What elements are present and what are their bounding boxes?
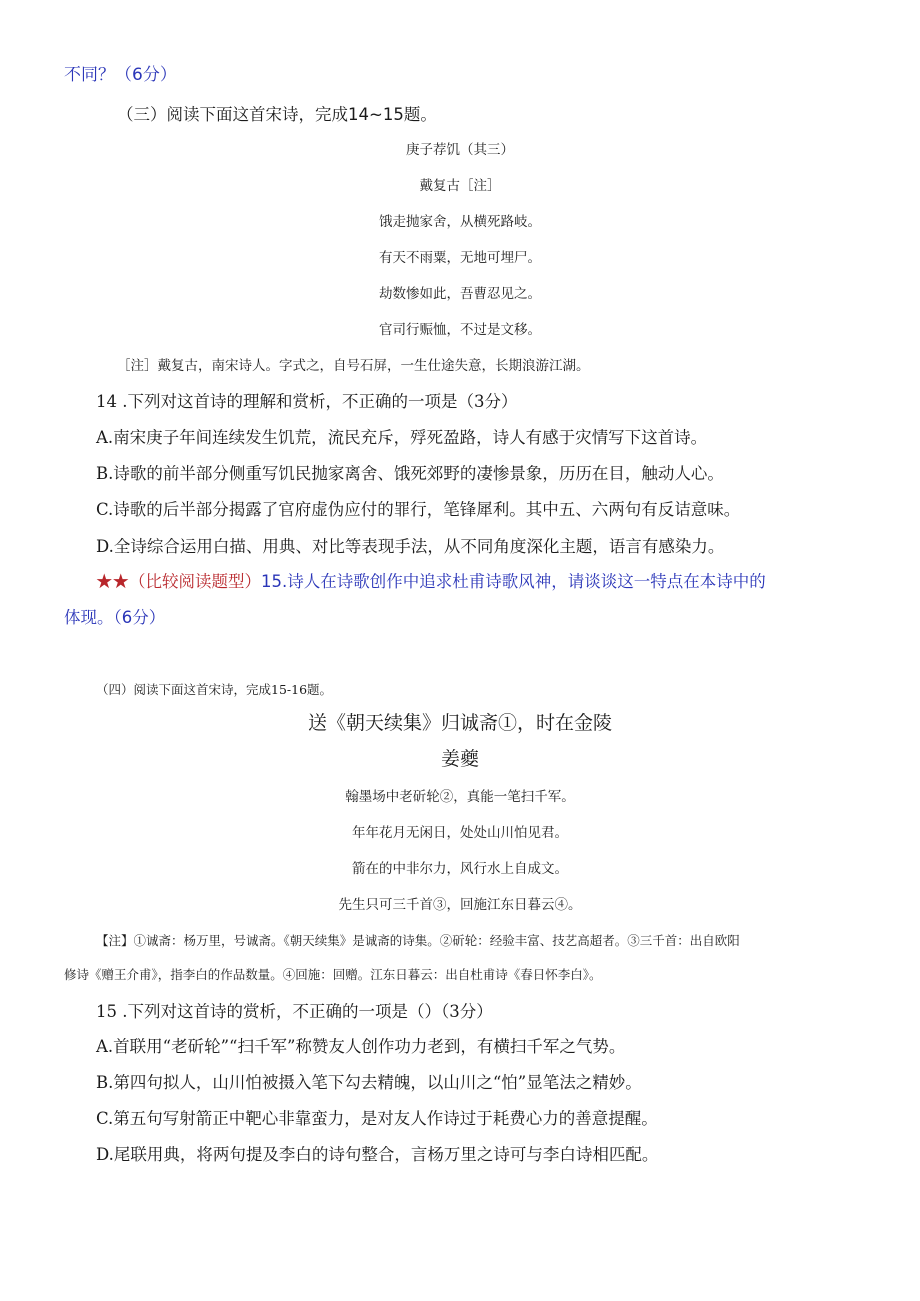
poem2-title: 送《朝天续集》归诚斋①，时在金陵 [307,712,612,734]
section-3-heading: （三）阅读下面这首宋诗，完成14~15题。 [117,105,437,124]
question-15b-option-c: C.第五句写射箭正中靶心非靠蛮力，是对友人作诗过于耗费心力的善意提醒。 [96,1109,658,1128]
poem1-line: 官司行赈恤，不过是文移。 [379,322,541,338]
poem2-line: 先生只可三千首③，回施江东日暮云④。 [338,897,582,913]
question-15-text: 15.诗人在诗歌创作中追求杜甫诗歌风神，请谈谈这一特点在本诗中的 [261,572,766,591]
poem1-author: 戴复古［注］ [419,178,501,194]
poem2-note-line2: 修诗《赠王介甫》，指李白的作品数量。④回施：回赠。江东日暮云：出自杜甫诗《春日怀李白》。 [64,967,602,982]
star-rating-label: ★★（比较阅读题型） [96,572,261,591]
poem1-line: 有天不雨粟，无地可埋尸。 [379,250,541,266]
poem1-title: 庚子荐饥（其三） [406,142,514,158]
question-14-option-a: A.南宋庚子年间连续发生饥荒，流民充斥，殍死盈路，诗人有感于灾情写下这首诗。 [96,428,708,447]
question-15b-option-b: B.第四句拟人，山川怕被摄入笔下勾去精魄，以山川之“怕”显笔法之精妙。 [96,1073,642,1092]
question-14-option-d: D.全诗综合运用白描、用典、对比等表现手法，从不同角度深化主题，语言有感染力。 [96,537,725,556]
section-4-heading: （四）阅读下面这首宋诗，完成15-16题。 [96,682,333,697]
question-15-continuation: 体现。（6分） [64,608,166,627]
question-14-option-b: B.诗歌的前半部分侧重写饥民抛家离舍、饿死郊野的凄惨景象，历历在目，触动人心。 [96,464,724,483]
poem1-note: ［注］戴复古，南宋诗人。字式之，自号石屏，一生仕途失意，长期浪游江湖。 [117,358,590,374]
poem2-note-line1: 【注】①诚斋：杨万里，号诚斋。《朝天续集》是诚斋的诗集。②斫轮：经验丰富、技艺高超者。③三千首：出自欧阳 [96,933,740,948]
question-15b-option-d: D.尾联用典，将两句提及李白的诗句整合，言杨万里之诗可与李白诗相匹配。 [96,1145,659,1164]
poem2-author: 姜夔 [440,748,479,770]
question-15-comparative [96,568,766,592]
continued-question-tail: 不同？（6分） [64,65,177,85]
question-14-stem: 14 .下列对这首诗的理解和赏析，不正确的一项是（3分） [96,392,518,411]
poem1-line: 饿走抛家舍，从横死路岐。 [379,214,541,230]
question-14-option-c: C.诗歌的后半部分揭露了官府虚伪应付的罪行，笔锋犀利。其中五、六两句有反诘意味。 [96,500,741,519]
question-15b-option-a: A.首联用“老斫轮”“扫千军”称赞友人创作功力老到，有横扫千军之气势。 [96,1037,626,1056]
question-15b-stem: 15 .下列对这首诗的赏析，不正确的一项是（）（3分） [96,1002,493,1021]
poem1-line: 劫数惨如此，吾曹忍见之。 [379,286,541,302]
poem2-line: 年年花月无闲日，处处山川怕见君。 [352,825,568,841]
poem2-line: 翰墨场中老斫轮②，真能一笔扫千军。 [345,789,575,805]
poem2-line: 箭在的中非尔力，风行水上自成文。 [352,861,568,877]
